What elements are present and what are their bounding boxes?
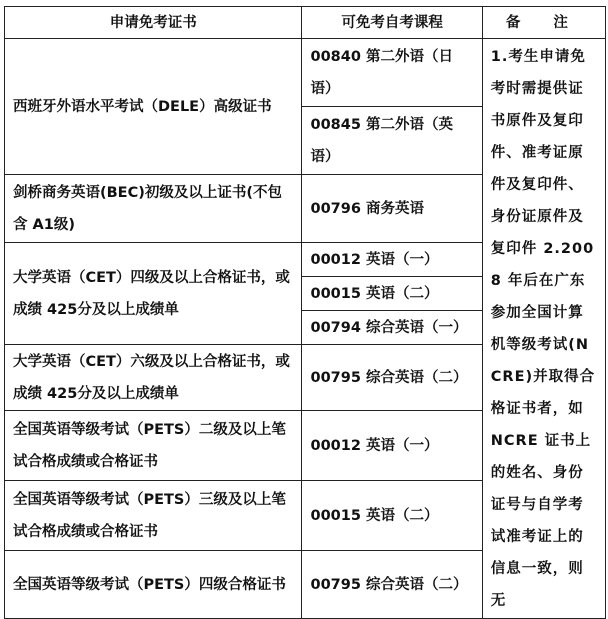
certificate-cell: 大学英语（CET）四级及以上合格证书，或成绩 425分及以上成绩单 <box>5 243 302 345</box>
course-cell: 00015 英语（二） <box>302 481 482 551</box>
certificate-cell: 全国英语等级考试（PETS）四级合格证书 <box>5 551 302 619</box>
header-row <box>5 7 606 39</box>
certificate-cell: 大学英语（CET）六级及以上合格证书，或成绩 425分及以上成绩单 <box>5 345 302 411</box>
course-cell: 00012 英语（一） <box>302 243 482 277</box>
course-cell: 00845 第二外语（英语） <box>302 107 482 175</box>
course-cell: 00795 综合英语（二） <box>302 345 482 411</box>
course-cell: 00015 英语（二） <box>302 277 482 311</box>
course-cell: 00012 英语（一） <box>302 411 482 481</box>
course-cell: 00796 商务英语 <box>302 175 482 243</box>
certificate-cell: 西班牙外语水平考试（DELE）高级证书 <box>5 39 302 175</box>
header-courses: 可免考自考课程 <box>302 7 482 39</box>
course-cell: 00840 第二外语（日语） <box>302 39 482 107</box>
course-cell: 00794 综合英语（一） <box>302 311 482 345</box>
certificate-cell: 全国英语等级考试（PETS）三级及以上笔试合格成绩或合格证书 <box>5 481 302 551</box>
table-row <box>5 39 606 107</box>
certificate-cell: 剑桥商务英语(BEC)初级及以上证书(不包含 A1级) <box>5 175 302 243</box>
header-certificate: 申请免考证书 <box>5 7 302 39</box>
remarks-cell: 1.考生申请免考时需提供证书原件及复印件、准考证原件及复印件、身份证原件及复印件 2.2008 年后在广东参加全国计算机等级考试(NCRE)并取得合格证书者，如 NCRE 证书上的姓名、身份证号与自学考试准考证上的信息一致，则无 <box>482 39 605 619</box>
certificate-cell: 全国英语等级考试（PETS）二级及以上笔试合格成绩或合格证书 <box>5 411 302 481</box>
course-cell: 00795 综合英语（二） <box>302 551 482 619</box>
exemption-table <box>4 6 606 619</box>
header-remarks: 备 注 <box>482 7 605 39</box>
